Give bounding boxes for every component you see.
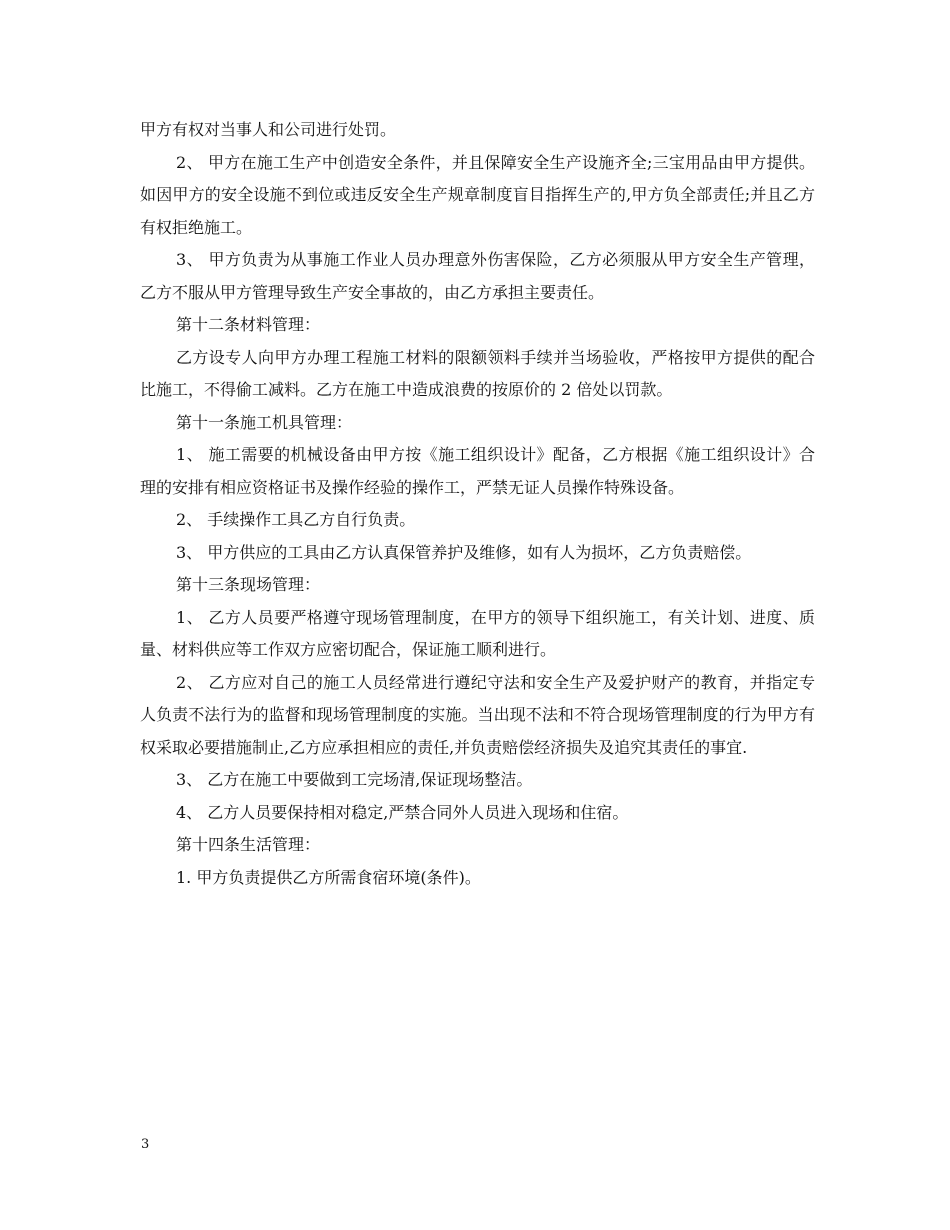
heading-article-13-site: 第十三条现场管理： (176, 575, 321, 594)
paragraph-tool-maintenance: 3、 甲方供应的工具由乙方认真保管养护及维修，如有人为损坏，乙方负责赔偿。 (176, 542, 752, 562)
paragraph-site-cleanliness: 3、 乙方在施工中要做到工完场清,保证现场整洁。 (176, 770, 533, 789)
page-number: 3 (141, 1137, 150, 1152)
paragraph-safety-conditions: 2、 甲方在施工生产中创造安全条件，并且保障安全生产设施齐全;三宝用品由甲方提供。如因甲方的安全设施不到位或违反安全生产规章制度盲目指挥生产的,甲方负全部责任;并且乙方有权拒绝施工。 (140, 152, 815, 237)
paragraph-machinery-equipment: 1、 施工需要的机械设备由甲方按《施工组织设计》配备，乙方根据《施工组织设计》合理的安排有相应资格证书及操作经验的操作工，严禁无证人员操作特殊设备。 (140, 445, 815, 497)
document-body (140, 114, 815, 894)
heading-article-11-machinery: 第十一条施工机具管理： (176, 412, 353, 432)
paragraph-worker-education: 2、 乙方应对自己的施工人员经常进行遵纪守法和安全生产及爱护财产的教育，并指定专人负责不法行为的监督和现场管理制度的实施。当出现不法和不符合现场管理制度的行为甲方有权采取必要措施制止,乙方应承担相应的责任,并负责赔偿经济损失及追究其责任的事宜. (140, 672, 815, 757)
heading-article-12-materials: 第十二条材料管理： (176, 315, 321, 334)
heading-article-14-living: 第十四条生活管理： (176, 835, 321, 854)
paragraph-site-rules: 1、 乙方人员要严格遵守现场管理制度，在甲方的领导下组织施工，有关计划、进度、质量、材料供应等工作双方应密切配合，保证施工顺利进行。 (140, 607, 815, 659)
paragraph-penalty-continuation: 甲方有权对当事人和公司进行处罚。 (140, 120, 397, 139)
paragraph-accident-insurance: 3、 甲方负责为从事施工作业人员办理意外伤害保险，乙方必须服从甲方安全生产管理，乙方不服从甲方管理导致生产安全事故的，由乙方承担主要责任。 (140, 250, 815, 302)
paragraph-personnel-stability: 4、 乙方人员要保持相对稳定,严禁合同外人员进入现场和住宿。 (176, 802, 629, 822)
paragraph-hand-tools: 2、 手续操作工具乙方自行负责。 (176, 510, 416, 529)
paragraph-accommodation: 1. 甲方负责提供乙方所需食宿环境(条件)。 (176, 867, 481, 887)
paragraph-material-requisition: 乙方设专人向甲方办理工程施工材料的限额领料手续并当场验收，严格按甲方提供的配合比施工，不得偷工减料。乙方在施工中造成浪费的按原价的 2 倍处以罚款。 (140, 347, 815, 399)
